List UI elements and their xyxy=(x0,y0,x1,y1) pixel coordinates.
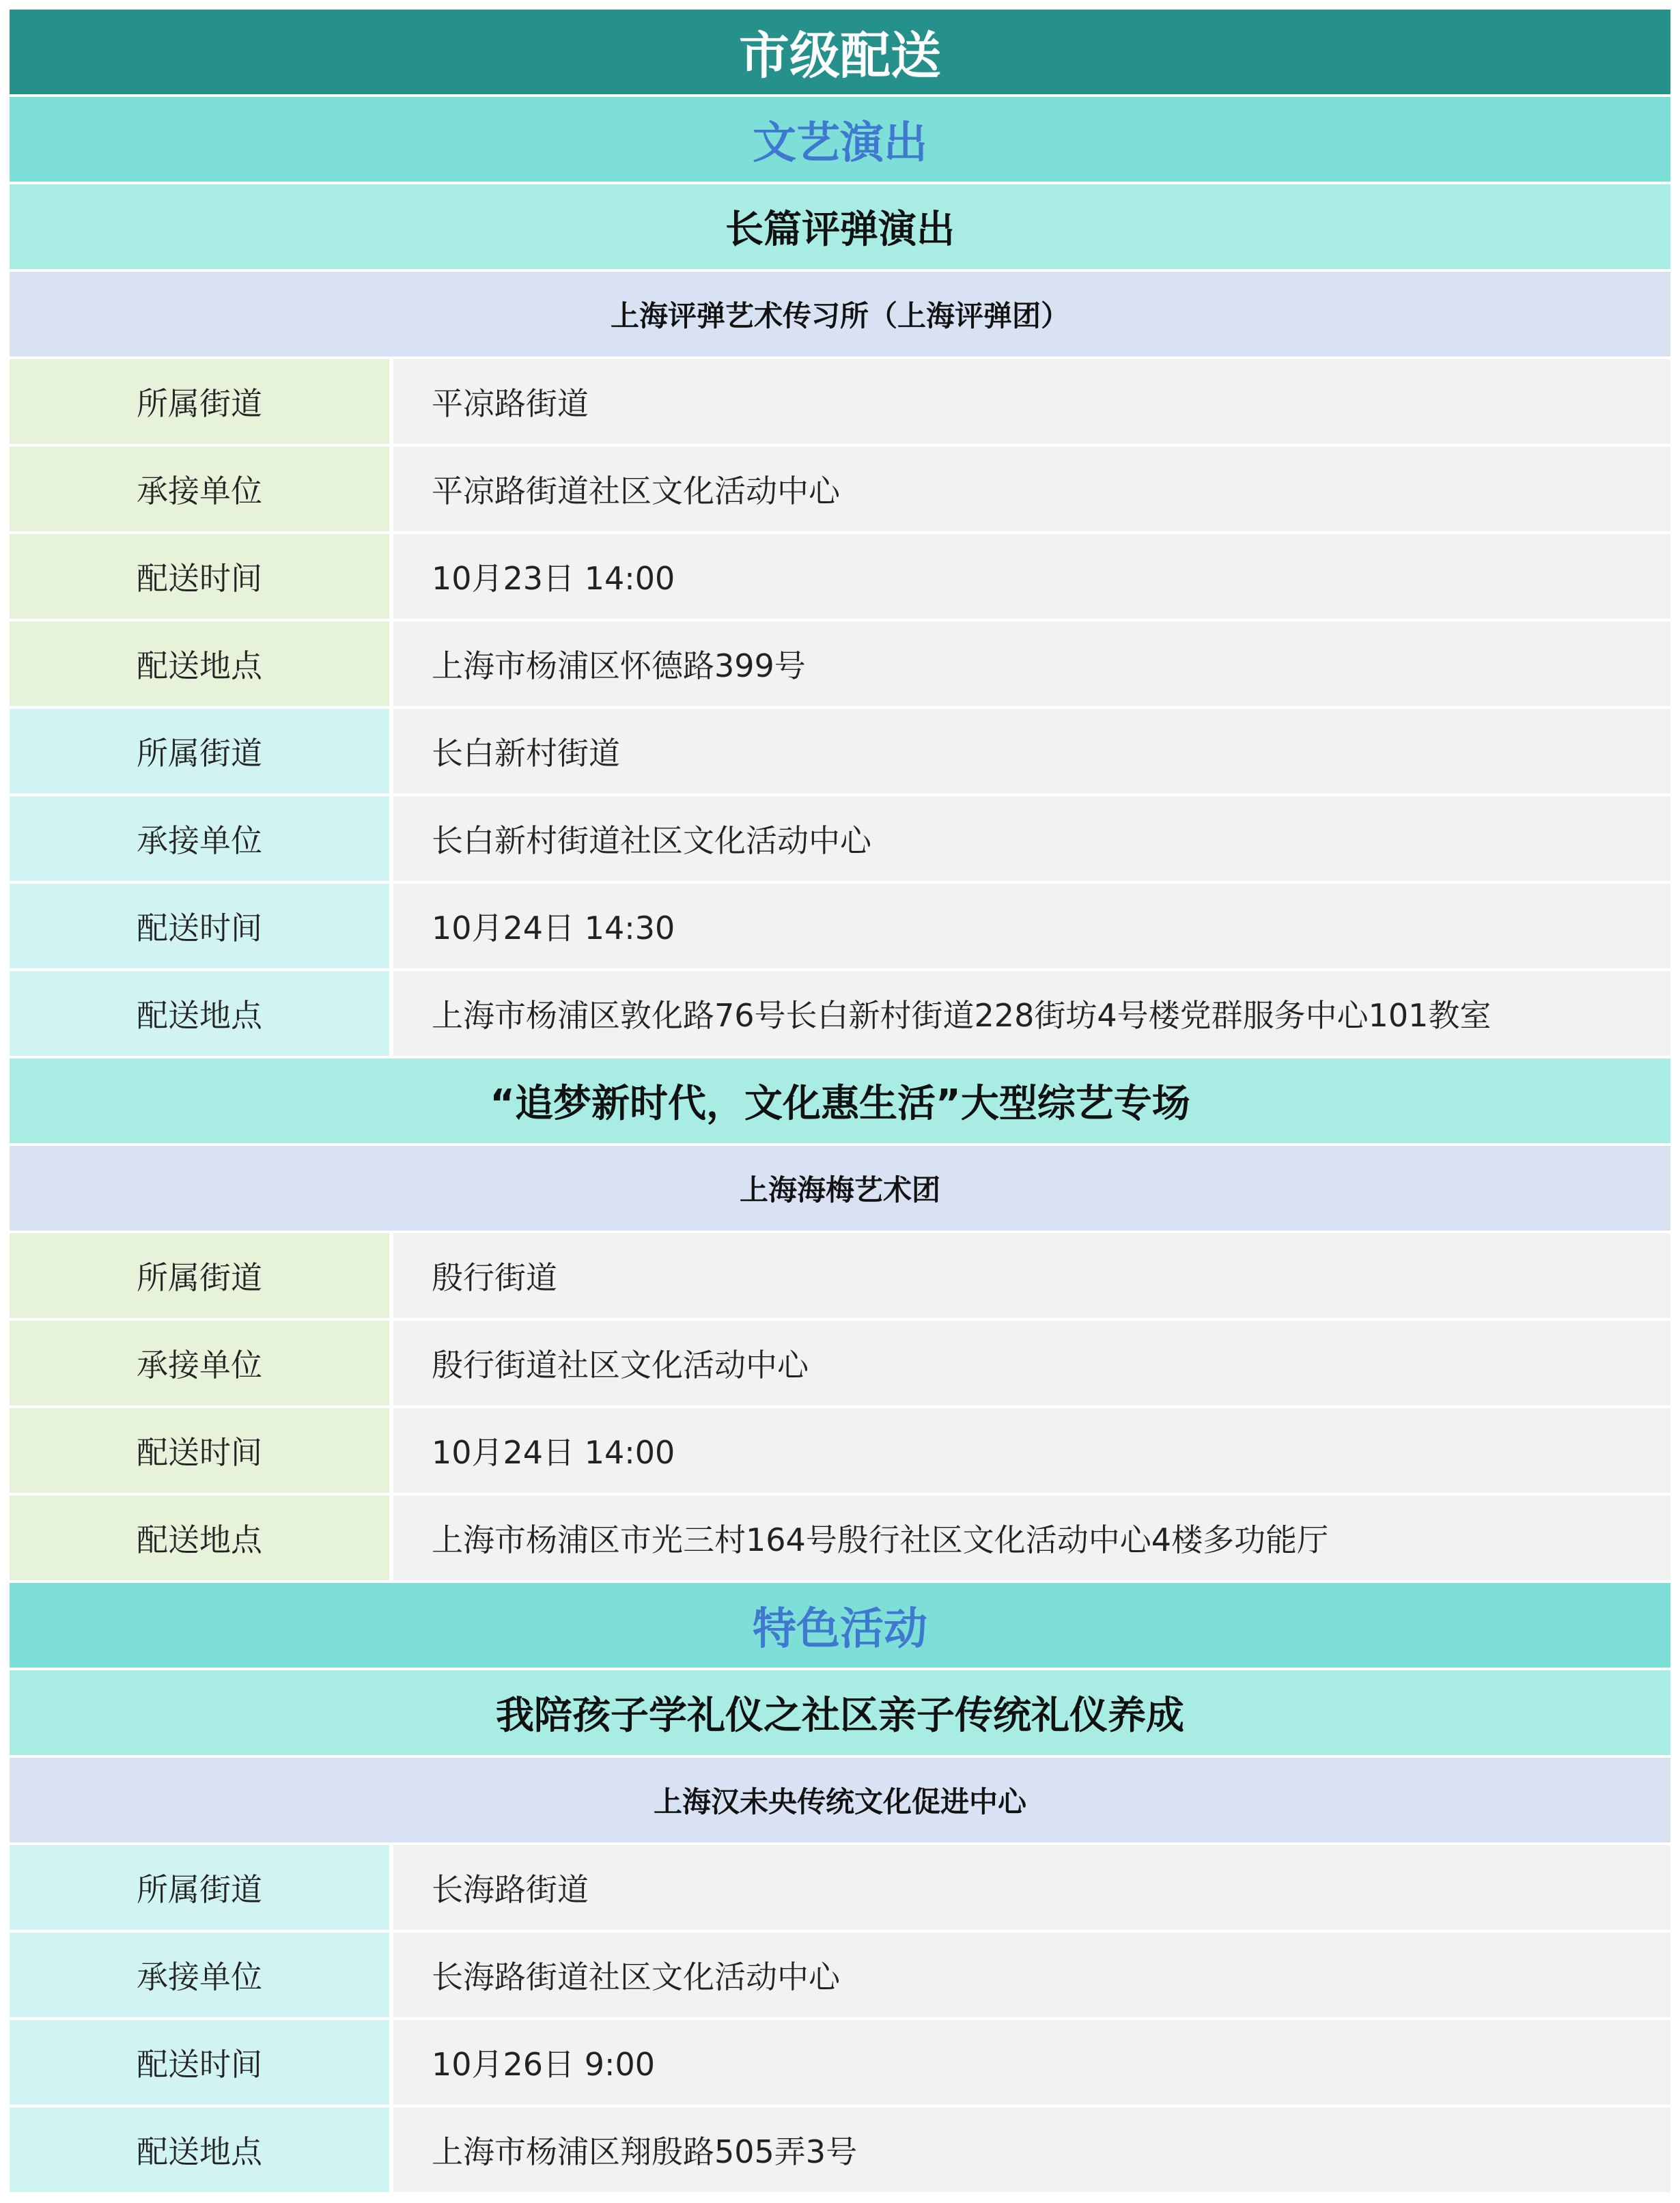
field-value: 上海市杨浦区怀德路399号 xyxy=(393,621,1670,706)
field-label: 配送时间 xyxy=(10,2020,393,2105)
table-row xyxy=(10,1321,1670,1408)
category-heading: 文艺演出 xyxy=(10,97,1670,184)
field-label: 所属街道 xyxy=(10,359,393,444)
table-row xyxy=(10,1933,1670,2020)
field-value: 上海市杨浦区敦化路76号长白新村街道228街坊4号楼党群服务中心101教室 xyxy=(393,971,1670,1056)
field-value: 殷行街道 xyxy=(393,1233,1670,1318)
provider-name: 上海汉未央传统文化促进中心 xyxy=(10,1758,1670,1845)
field-value: 10月26日 9:00 xyxy=(393,2020,1670,2105)
field-label: 承接单位 xyxy=(10,1321,393,1405)
table-row xyxy=(10,2020,1670,2107)
field-value: 10月24日 14:30 xyxy=(393,884,1670,968)
field-label: 配送时间 xyxy=(10,1408,393,1493)
table-row xyxy=(10,447,1670,534)
provider-name: 上海评弹艺术传习所（上海评弹团） xyxy=(10,272,1670,359)
field-value: 长海路街道 xyxy=(393,1845,1670,1930)
category-heading: 特色活动 xyxy=(10,1583,1670,1670)
event-title: 长篇评弹演出 xyxy=(10,184,1670,272)
field-label: 所属街道 xyxy=(10,1845,393,1930)
field-label: 配送地点 xyxy=(10,971,393,1056)
field-value: 长海路街道社区文化活动中心 xyxy=(393,1933,1670,2017)
table-row xyxy=(10,2107,1670,2195)
field-label: 配送地点 xyxy=(10,621,393,706)
event-title: “追梦新时代，文化惠生活”大型综艺专场 xyxy=(10,1058,1670,1146)
field-label: 配送时间 xyxy=(10,534,393,619)
schedule-table xyxy=(10,10,1670,2195)
field-value: 殷行街道社区文化活动中心 xyxy=(393,1321,1670,1405)
field-label: 承接单位 xyxy=(10,447,393,531)
table-row xyxy=(10,1408,1670,1496)
field-value: 长白新村街道社区文化活动中心 xyxy=(393,796,1670,881)
field-label: 配送地点 xyxy=(10,1496,393,1580)
table-row xyxy=(10,534,1670,621)
table-row xyxy=(10,359,1670,447)
field-value: 上海市杨浦区翔殷路505弄3号 xyxy=(393,2107,1670,2192)
field-value: 长白新村街道 xyxy=(393,709,1670,794)
table-row xyxy=(10,709,1670,796)
page-title: 市级配送 xyxy=(10,10,1670,97)
field-label: 承接单位 xyxy=(10,796,393,881)
field-value: 平凉路街道 xyxy=(393,359,1670,444)
field-value: 上海市杨浦区市光三村164号殷行社区文化活动中心4楼多功能厅 xyxy=(393,1496,1670,1580)
table-row xyxy=(10,796,1670,884)
field-value: 平凉路街道社区文化活动中心 xyxy=(393,447,1670,531)
table-row xyxy=(10,1233,1670,1321)
field-value: 10月24日 14:00 xyxy=(393,1408,1670,1493)
table-row xyxy=(10,621,1670,709)
table-row xyxy=(10,1845,1670,1933)
table-row xyxy=(10,1496,1670,1583)
field-label: 配送地点 xyxy=(10,2107,393,2192)
field-label: 所属街道 xyxy=(10,709,393,794)
table-row xyxy=(10,884,1670,971)
field-label: 配送时间 xyxy=(10,884,393,968)
event-title: 我陪孩子学礼仪之社区亲子传统礼仪养成 xyxy=(10,1670,1670,1758)
field-label: 所属街道 xyxy=(10,1233,393,1318)
field-label: 承接单位 xyxy=(10,1933,393,2017)
field-value: 10月23日 14:00 xyxy=(393,534,1670,619)
provider-name: 上海海梅艺术团 xyxy=(10,1146,1670,1233)
table-row xyxy=(10,971,1670,1058)
